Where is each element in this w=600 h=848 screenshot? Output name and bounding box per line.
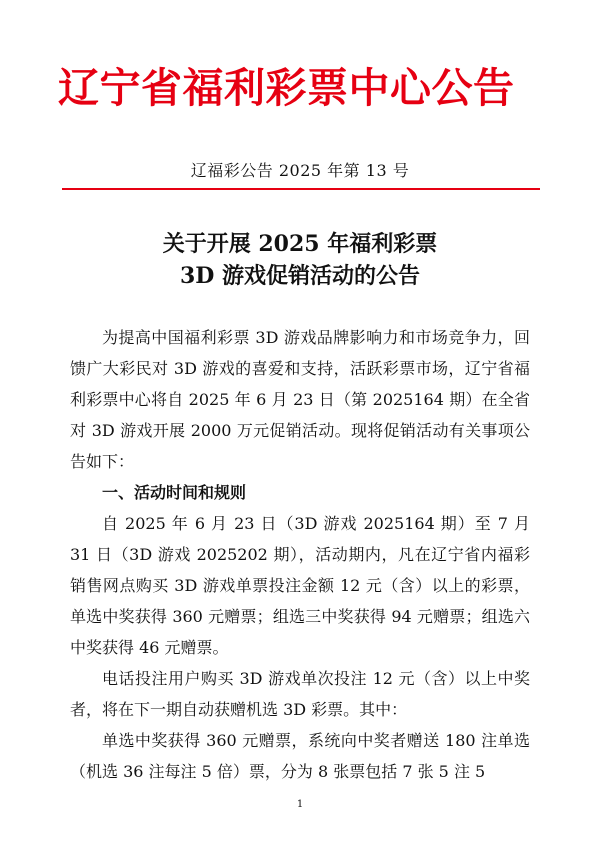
- phone-betting-paragraph: 电话投注用户购买 3D 游戏单次投注 12 元（含）以上中奖者，将在下一期自动获赠机选 3D 彩票。其中：: [70, 669, 530, 719]
- title-line-1: 关于开展 2025 年福利彩票: [162, 231, 438, 257]
- document-number: 辽福彩公告 2025 年第 13 号: [190, 161, 410, 180]
- red-divider-line: [62, 188, 540, 190]
- rules-paragraph: 自 2025 年 6 月 23 日（3D 游戏 2025164 期）至 7 月 31 日（3D 游戏 2025202 期），活动期内，凡在辽宁省内福彩销售网点购买 3D 游戏单票投注金额 12 元（含）以上的彩票，单选中奖获得 360 元赠票；组选三中奖获得 94 元赠票；组选六中奖获得 46 元赠票。: [70, 514, 530, 657]
- single-prize-paragraph: 单选中奖获得 360 元赠票，系统向中奖者赠送 180 注单选（机选 36 注每注 5 倍）票，分为 8 张票包括 7 张 5 注 5: [70, 731, 530, 781]
- section-heading: 一、活动时间和规则: [102, 483, 247, 502]
- announcement-title: [0, 228, 600, 292]
- page-number: 1: [296, 799, 304, 810]
- intro-paragraph: 为提高中国福利彩票 3D 游戏品牌影响力和市场竞争力，回馈广大彩民对 3D 游戏的喜爱和支持，活跃彩票市场，辽宁省福利彩票中心将自 2025 年 6 月 23 日（第 2025164 期）在全省对 3D 游戏开展 2000 万元促销活动。现将促销活动有关事项公告如下：: [70, 328, 530, 471]
- title-line-2: 3D 游戏促销活动的公告: [179, 263, 421, 289]
- masthead-title: 辽宁省福利彩票中心公告: [58, 64, 515, 112]
- announcement-body: [70, 322, 530, 787]
